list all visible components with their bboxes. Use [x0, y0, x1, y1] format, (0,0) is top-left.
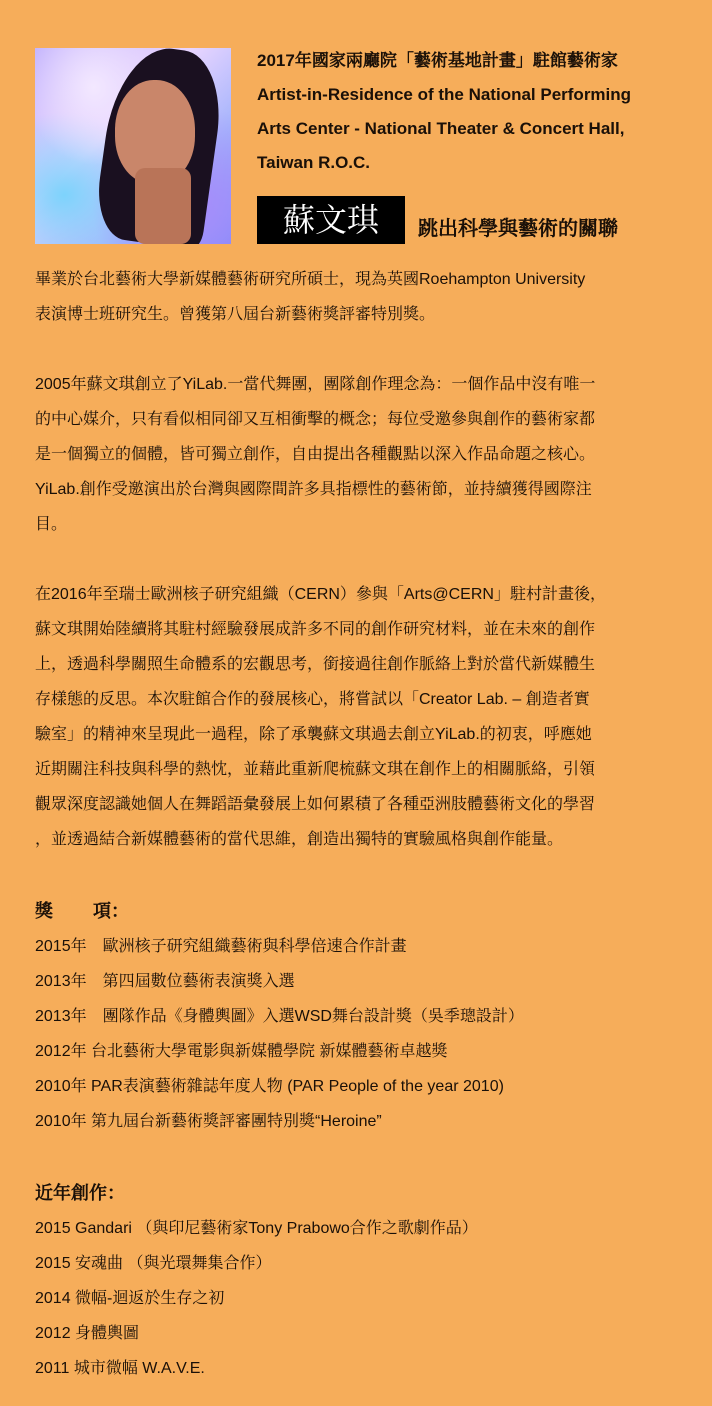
award-item: 2010年 第九屆台新藝術獎評審團特別獎“Heroine”: [35, 1113, 382, 1130]
award-item: 2012年 台北藝術大學電影與新媒體學院 新媒體藝術卓越獎: [35, 1043, 448, 1060]
award-item: 2013年 第四屆數位藝術表演獎入選: [35, 973, 295, 990]
paragraph-line: 2005年蘇文琪創立了YiLab.一當代舞團，團隊創作理念為：一個作品中沒有唯一: [35, 376, 596, 393]
header-text: [257, 44, 687, 180]
award-item: 2015年 歐洲核子研究組織藝術與科學倍速合作計畫: [35, 938, 407, 955]
paragraph-line: 是一個獨立的個體，皆可獨立創作，自由提出各種觀點以深入作品命題之核心。: [35, 446, 596, 463]
work-item: 2012 身體輿圖: [35, 1325, 140, 1342]
paragraph-line: YiLab.創作受邀演出於台灣與國際間許多具指標性的藝術節，並持續獲得國際注: [35, 481, 592, 498]
works-title: 近年創作：: [35, 1183, 125, 1203]
artist-name-box: 蘇文琪: [257, 196, 405, 244]
paragraph-line: ，並透過結合新媒體藝術的當代思維，創造出獨特的實驗風格與創作能量。: [35, 831, 564, 848]
paragraph-line: 上，透過科學關照生命體系的宏觀思考，銜接過往創作脈絡上對於當代新媒體生: [35, 656, 596, 673]
paragraph-line: 近期關注科技與科學的熱忱，並藉此重新爬梳蘇文琪在創作上的相關脈絡，引領: [35, 761, 596, 778]
artist-portrait-image: [35, 48, 231, 244]
paragraph-line: 在2016年至瑞士歐洲核子研究組織（CERN）參與「Arts@CERN」駐村計畫後，: [35, 586, 606, 603]
awards-title-part-1: 獎: [35, 901, 53, 921]
header-line-3: Arts Center - National Theater & Concert Hall,: [257, 119, 625, 138]
paragraph-line: 目。: [35, 516, 68, 533]
paragraph-line: 畢業於台北藝術大學新媒體藝術研究所碩士，現為英國Roehampton University: [35, 271, 586, 288]
work-item: 2015 Gandari （與印尼藝術家Tony Prabowo合作之歌劇作品）: [35, 1220, 478, 1237]
paragraph-line: 觀眾深度認識她個人在舞蹈語彙發展上如何累積了各種亞洲肢體藝術文化的學習: [35, 796, 596, 813]
work-item: 2011 城市微幅 W.A.V.E.: [35, 1360, 205, 1377]
work-item: 2014 微幅-迴返於生存之初: [35, 1290, 225, 1307]
award-item: 2010年 PAR表演藝術雜誌年度人物 (PAR People of the year 2010): [35, 1078, 504, 1095]
paragraph-line: 驗室」的精神來呈現此一過程，除了承襲蘇文琪過去創立YiLab.的初衷，呼應她: [35, 726, 592, 743]
header-line-2: Artist-in-Residence of the National Performing: [257, 85, 632, 104]
header-line-4: Taiwan R.O.C.: [257, 153, 371, 172]
award-item: 2013年 團隊作品《身體輿圖》入選WSD舞台設計獎（吳季璁設計）: [35, 1008, 524, 1025]
tagline: 跳出科學與藝術的關聯: [418, 218, 618, 240]
paragraph-line: 的中心媒介，只有看似相同卻又互相衝擊的概念；每位受邀參與創作的藝術家都: [35, 411, 596, 428]
work-item: 2015 安魂曲 （與光環舞集合作）: [35, 1255, 272, 1272]
paragraph-line: 蘇文琪開始陸續將其駐村經驗發展成許多不同的創作研究材料，並在未來的創作: [35, 621, 596, 638]
paragraph-line: 表演博士班研究生。曾獲第八屆台新藝術獎評審特別獎。: [35, 306, 436, 323]
portrait-neck: [135, 168, 191, 244]
biography-body: [35, 262, 675, 1386]
awards-title-part-2: 項：: [93, 901, 129, 921]
header-line-1: 2017年國家兩廳院「藝術基地計畫」駐館藝術家: [257, 51, 618, 70]
paragraph-line: 存樣態的反思。本次駐館合作的發展核心，將嘗試以「Creator Lab. – 創造者實: [35, 691, 590, 708]
awards-title: [35, 894, 675, 929]
